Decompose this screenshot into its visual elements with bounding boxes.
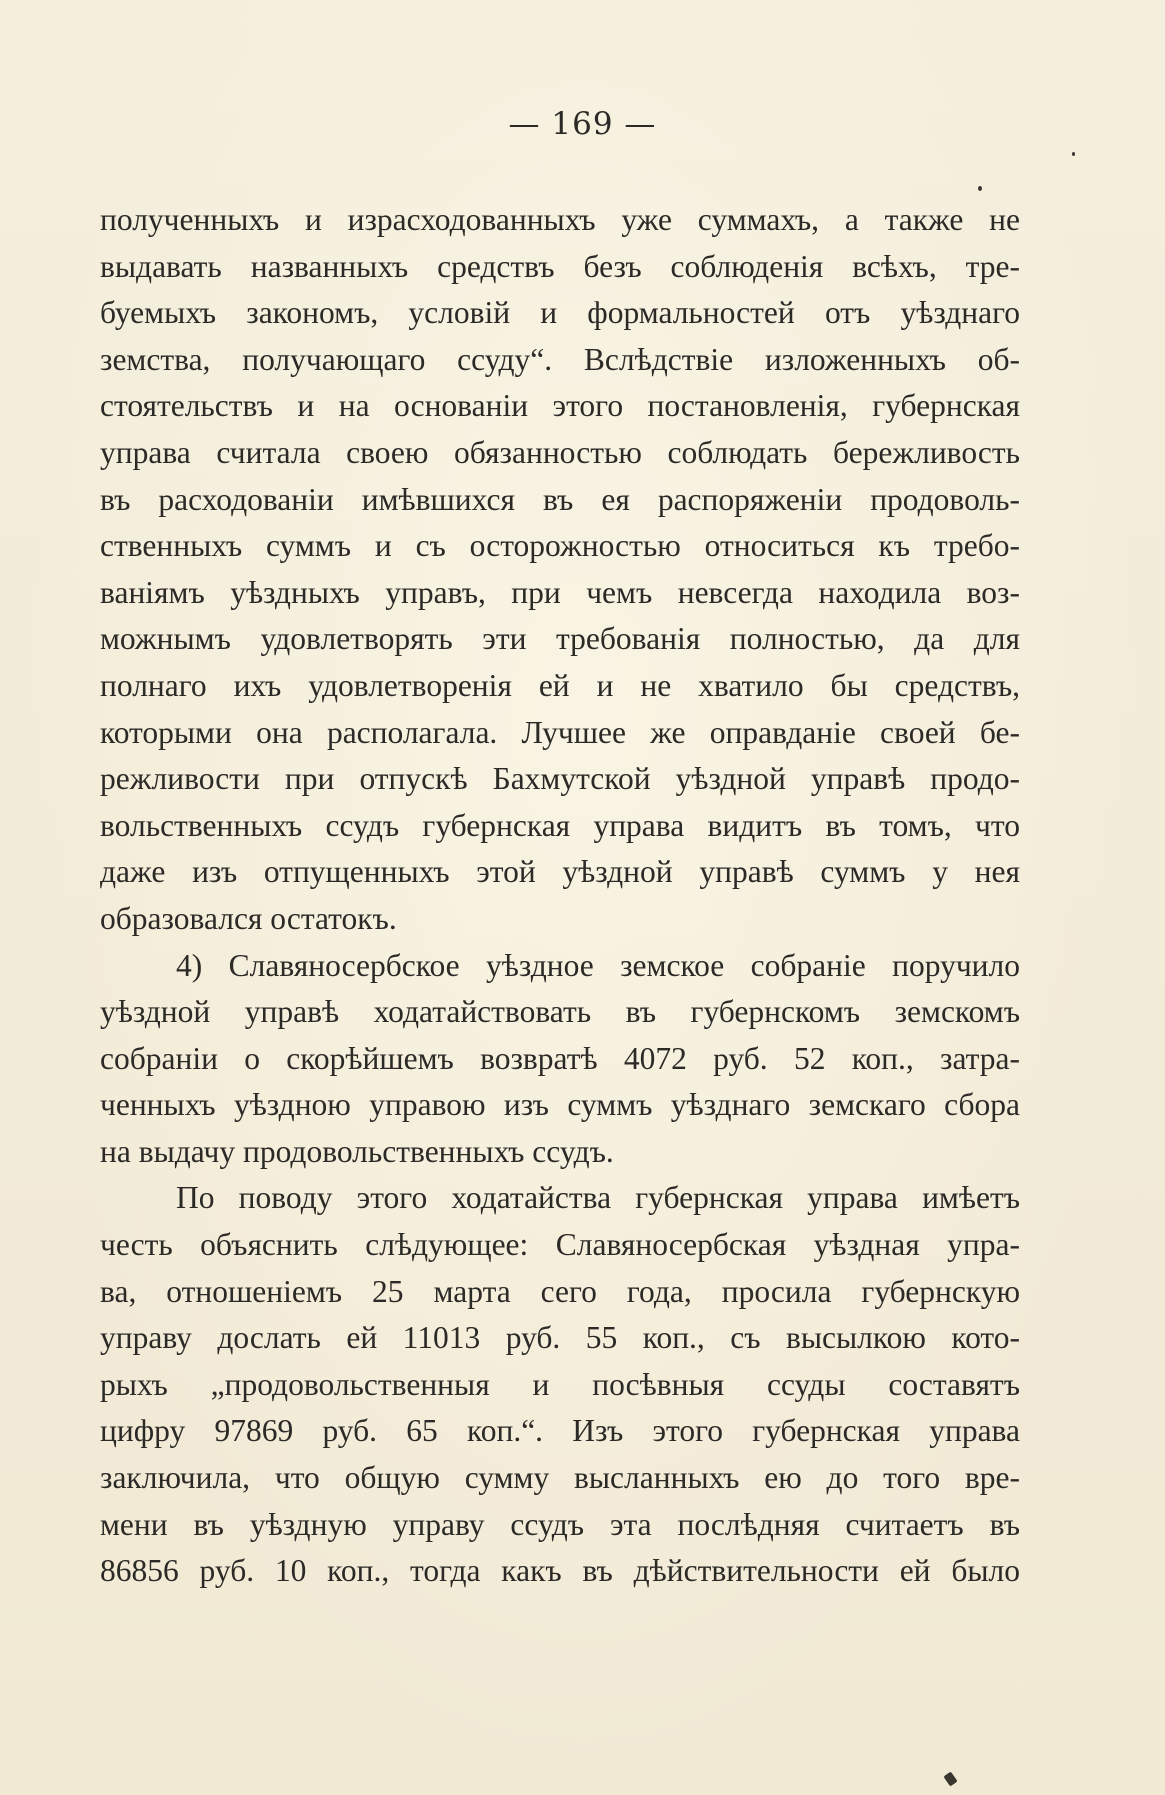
paragraph-end-line: на выдачу продовольственныхъ ссудъ. [100, 1133, 614, 1169]
text-line: въ расходованіи имѣвшихся въ ея распоряженіи продоволь- [100, 481, 1020, 517]
paper-speck [1072, 152, 1075, 156]
text-line: цифру 97869 руб. 65 коп.“. Изъ этого губернская управа [100, 1413, 1020, 1449]
text-line: режливости при отпускѣ Бахмутской уѣздной управѣ продо- [100, 761, 1020, 797]
text-line: даже изъ отпущенныхъ этой уѣздной управѣ суммъ у нея [100, 854, 1020, 890]
text-line: буемыхъ закономъ, условій и формальностей отъ уѣзднаго [100, 295, 1020, 331]
text-line: заключила, что общую сумму высланныхъ ею до того вре- [100, 1460, 1020, 1496]
page-number: — 169 — [508, 106, 657, 142]
text-line: ченныхъ уѣздною управою изъ суммъ уѣзднаго земскаго сбора [100, 1087, 1020, 1123]
text-line: ваніямъ уѣздныхъ управъ, при чемъ невсегда находила воз- [100, 574, 1020, 610]
paragraph-start-line: 4) Славяносербское уѣздное земское собраніе поручило [176, 947, 1020, 983]
text-line: вольственныхъ ссудъ губернская управа видитъ въ томъ, что [100, 807, 1020, 843]
text-line: ва, отношеніемъ 25 марта сего года, просила губернскую [100, 1273, 1020, 1309]
text-line: земства, получающаго ссуду“. Вслѣдствіе изложенныхъ об- [100, 341, 1020, 377]
paragraph-start-line: По поводу этого ходатайства губернская управа имѣетъ [176, 1180, 1020, 1216]
text-line: стоятельствъ и на основаніи этого постановленія, губернская [100, 388, 1020, 424]
text-line: можнымъ удовлетворять эти требованія полностью, да для [100, 621, 1020, 657]
text-line: полнаго ихъ удовлетворенія ей и не хватило бы средствъ, [100, 667, 1020, 703]
text-line: уѣздной управѣ ходатайствовать въ губернскомъ земскомъ [100, 994, 1020, 1030]
text-line: мени въ уѣздную управу ссудъ эта послѣдняя считаетъ въ [100, 1506, 1020, 1542]
paper-speck [978, 186, 982, 191]
text-line: выдавать названныхъ средствъ безъ соблюденія всѣхъ, тре- [100, 248, 1020, 284]
text-line: собраніи о скорѣйшемъ возвратѣ 4072 руб. 52 коп., затра- [100, 1040, 1020, 1076]
paper-speck [943, 1772, 957, 1787]
text-line: честь объяснить слѣдующее: Славяносербская уѣздная упра- [100, 1227, 1020, 1263]
text-line: ственныхъ суммъ и съ осторожностью относиться къ требо- [100, 528, 1020, 564]
text-line: которыми она располагала. Лучшее же оправданіе своей бе- [100, 714, 1020, 750]
paragraph-end-line: образовался остатокъ. [100, 900, 397, 936]
text-line: управу дослать ей 11013 руб. 55 коп., съ высылкою кото- [100, 1320, 1020, 1356]
page-body-text [100, 197, 1020, 1595]
text-line: управа считала своею обязанностью соблюдать бережливость [100, 434, 1020, 470]
text-line: рыхъ „продовольственныя и посѣвныя ссуды составятъ [100, 1366, 1020, 1402]
text-line: полученныхъ и израсходованныхъ уже суммахъ, а также не [100, 202, 1020, 237]
text-line: 86856 руб. 10 коп., тогда какъ въ дѣйствительности ей было [100, 1553, 1020, 1589]
